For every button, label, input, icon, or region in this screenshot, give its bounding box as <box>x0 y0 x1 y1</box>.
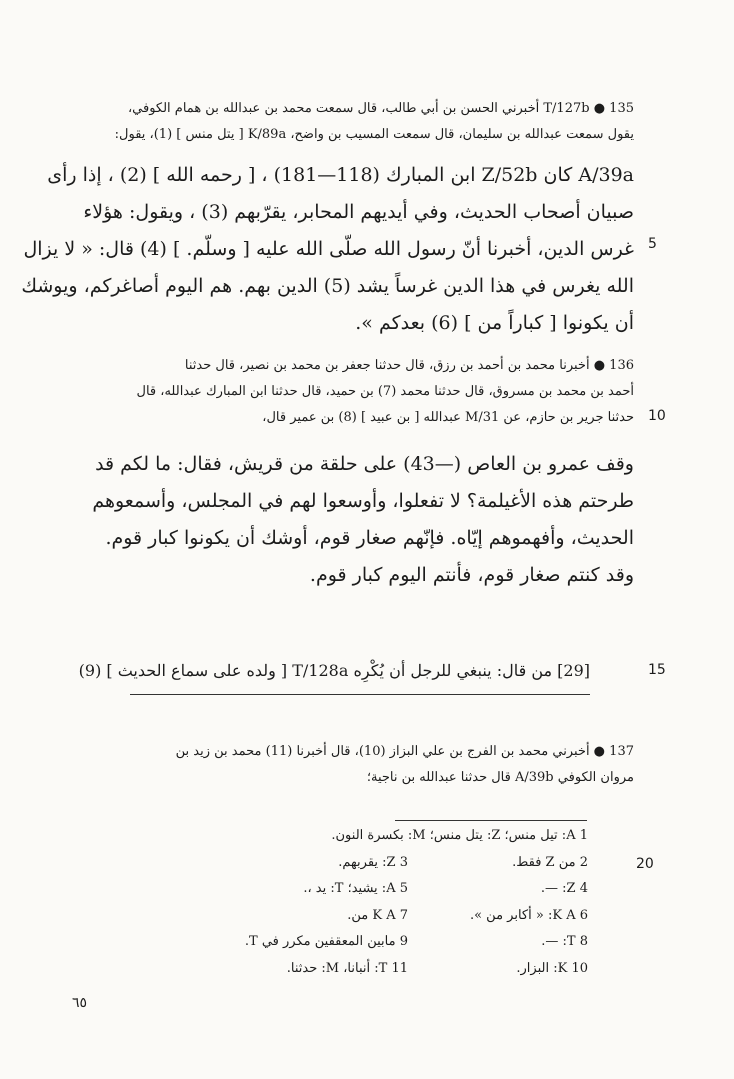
text-line: الحديث، وأفهموهم إيّاه. فإنّهم صغار قوم، أوشك أن يكونوا كبار قوم. <box>105 527 634 549</box>
line-number: 10 <box>648 408 666 424</box>
hadith-135-isnad <box>78 96 634 148</box>
footnote-separator <box>395 820 587 821</box>
text-line: A/39a كان Z/52b ابن المبارك (118—181) ، [ رحمه الله ] (2) ، إذا رأى <box>47 164 634 186</box>
hadith-137-isnad <box>78 739 634 791</box>
footnote: 6 K A: « أكابر من ». <box>469 907 588 923</box>
isnad-line: يقول سمعت عبدالله بن سليمان، قال سمعت المسيب بن واضح، K/89a [ يتل منس ] (1)، يقول: <box>114 127 634 142</box>
section-heading: [29] من قال: ينبغي للرجل أن يُكْرِه T/128a [ ولده على سماع الحديث ] (9) <box>78 661 590 680</box>
line-number: 20 <box>636 856 654 872</box>
footnote: 4 Z: —. <box>540 881 588 896</box>
footnote: 10 K: البزار. <box>516 960 588 976</box>
isnad-line: 136 ● أخبرنا محمد بن أحمد بن رزق، قال حدثنا جعفر بن محمد بن نصير، قال حدثنا <box>184 358 634 373</box>
footnote: 2 من Z فقط. <box>512 854 588 870</box>
isnad-line: مروان الكوفي A/39b قال حدثنا عبدالله بن ناجية؛ <box>366 770 634 785</box>
footnote: 7 K A من. <box>347 907 408 923</box>
isnad-line: 135 ● T/127b أخبرني الحسن بن أبي طالب، قال سمعت محمد بن عبدالله بن همام الكوفي، <box>127 101 634 116</box>
text-line: الله يغرس في هذا الدين غرساً يشد (5) الدين بهم. هم اليوم أصاغركم، ويوشك <box>21 275 634 297</box>
footnote: 1 A: تيل منس؛ Z: يتل منس؛ M: بكسرة النون. <box>331 828 588 843</box>
footnote: 5 A: يشيد؛ T: يد ،. <box>303 881 408 896</box>
isnad-line: حدثنا جرير بن حازم، عن M/31 عبدالله [ بن عبيد ] (8) بن عمير قال، <box>262 410 634 425</box>
footnotes <box>230 823 588 982</box>
isnad-line: أحمد بن محمد بن مسروق، قال حدثنا محمد (7) بن حميد، قال حدثنا ابن المبارك عبدالله، قال <box>136 384 634 399</box>
heading-underline <box>130 694 590 695</box>
hadith-136-text <box>78 446 634 594</box>
text-line: غرس الدين، أخبرنا أنّ رسول الله صلّى الله عليه [ وسلّم. ] (4) قال: « لا يزال <box>23 238 634 260</box>
text-line: وقف عمرو بن العاص (—43) على حلقة من قريش، فقال: ما لكم قد <box>95 453 634 475</box>
hadith-136-isnad <box>78 353 634 431</box>
line-number: 5 <box>648 236 657 252</box>
footnote: 3 Z: يقربهم. <box>338 854 408 870</box>
text-line: صبيان أصحاب الحديث، وفي أيديهم المحابر، يقرّبهم (3) ، ويقول: هؤلاء <box>83 201 634 223</box>
footnote: 11 T: أنبانا، M: حدثنا. <box>286 960 408 976</box>
isnad-line: 137 ● أخبرني محمد بن الفرج بن علي البزاز (10)، قال أخبرنا (11) محمد بن زيد بن <box>175 744 634 759</box>
footnote: 9 مابين المعقفين مكرر في T. <box>244 934 408 949</box>
line-number: 15 <box>648 662 666 678</box>
text-line: أن يكونوا [ كباراً من ] (6) بعدكم ». <box>355 312 634 334</box>
text-line: وقد كنتم صغار قوم، فأنتم اليوم كبار قوم. <box>309 564 634 586</box>
hadith-135-text <box>21 157 634 342</box>
page-number: ٦٥ <box>72 995 88 1011</box>
text-line: طرحتم هذه الأغيلمة؟ لا تفعلوا، وأوسعوا لهم في المجلس، وأسمعوهم <box>92 490 634 512</box>
footnote: 8 T: —. <box>541 934 588 949</box>
